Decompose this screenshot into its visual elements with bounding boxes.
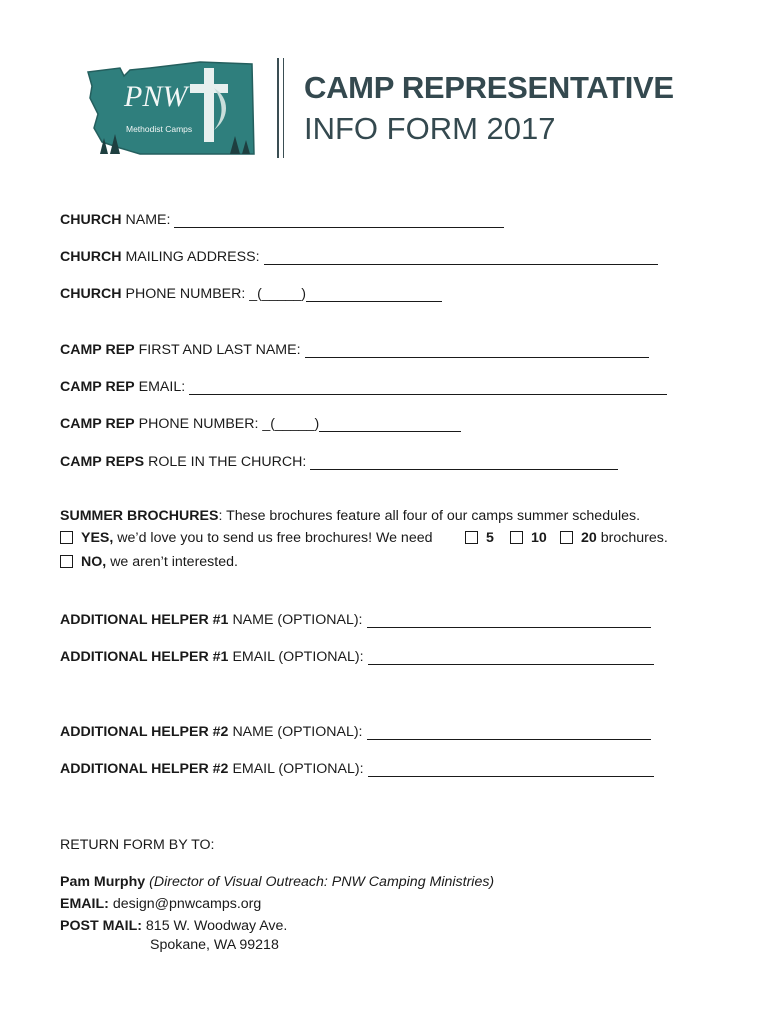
form-title: CAMP REPRESENTATIVE [304, 70, 674, 105]
return-heading: RETURN FORM BY TO: [60, 837, 215, 853]
brochures-description: SUMMER BROCHURES: These brochures feature all four of our camps summer schedules. [60, 508, 641, 524]
helper1-name-input[interactable] [367, 613, 651, 628]
header-divider [283, 58, 284, 158]
church-address-field: CHURCH MAILING ADDRESS: [60, 245, 658, 265]
contact-address-line2: Spokane, WA 99218 [150, 937, 279, 953]
helper2-email-input[interactable] [368, 762, 654, 777]
rep-role-input[interactable] [310, 455, 618, 470]
qty-10-checkbox[interactable] [510, 531, 523, 544]
header-divider [277, 58, 279, 158]
no-checkbox[interactable] [60, 555, 73, 568]
contact-address: POST MAIL: 815 W. Woodway Ave. [60, 918, 288, 934]
qty-20-checkbox[interactable] [560, 531, 573, 544]
form-header [0, 0, 770, 170]
rep-email-field: CAMP REP EMAIL: [60, 375, 667, 395]
yes-checkbox[interactable] [60, 531, 73, 544]
helper2-email-field: ADDITIONAL HELPER #2 EMAIL (OPTIONAL): [60, 757, 654, 777]
pnw-logo [80, 58, 260, 158]
form-subtitle: INFO FORM 2017 [304, 111, 556, 146]
church-address-input[interactable] [264, 250, 658, 265]
church-name-input[interactable] [174, 213, 504, 228]
rep-name-input[interactable] [305, 343, 649, 358]
helper2-name-input[interactable] [367, 725, 651, 740]
contact-email-link[interactable]: design@pnwcamps.org [112, 896, 262, 912]
rep-name-field: CAMP REP FIRST AND LAST NAME: [60, 338, 649, 358]
helper1-name-field: ADDITIONAL HELPER #1 NAME (OPTIONAL): [60, 608, 651, 628]
contact-name: Pam Murphy (Director of Visual Outreach: PNW Camping Ministries) [60, 874, 495, 890]
svg-text:Methodist Camps: Methodist Camps [126, 124, 193, 134]
rep-phone-area-code[interactable]: _____) [275, 416, 320, 432]
qty-10-option: 10 [510, 530, 547, 546]
helper1-email-field: ADDITIONAL HELPER #1 EMAIL (OPTIONAL): [60, 645, 654, 665]
qty-5-checkbox[interactable] [465, 531, 478, 544]
qty-5-option: 5 [465, 530, 494, 546]
helper1-email-input[interactable] [368, 650, 654, 665]
church-name-field: CHURCH NAME: [60, 208, 504, 228]
helper2-name-field: ADDITIONAL HELPER #2 NAME (OPTIONAL): [60, 720, 651, 740]
contact-email: EMAIL: design@pnwcamps.org [60, 896, 262, 912]
brochures-yes-option: YES, we’d love you to send us free brochures! We need [60, 530, 433, 546]
church-phone-input[interactable] [306, 287, 442, 302]
church-phone-area-code[interactable]: _____) [261, 286, 307, 302]
rep-phone-input[interactable] [319, 417, 461, 432]
church-phone-field: CHURCH PHONE NUMBER: _( _____) [60, 282, 442, 302]
rep-phone-field: CAMP REP PHONE NUMBER: _( _____) [60, 412, 461, 432]
brochures-no-option: NO, we aren’t interested. [60, 554, 238, 570]
qty-20-option: 20 brochures. [560, 530, 668, 546]
rep-role-field: CAMP REPS ROLE IN THE CHURCH: [60, 450, 618, 470]
svg-text:PNW: PNW [124, 80, 188, 113]
rep-email-input[interactable] [189, 380, 667, 395]
